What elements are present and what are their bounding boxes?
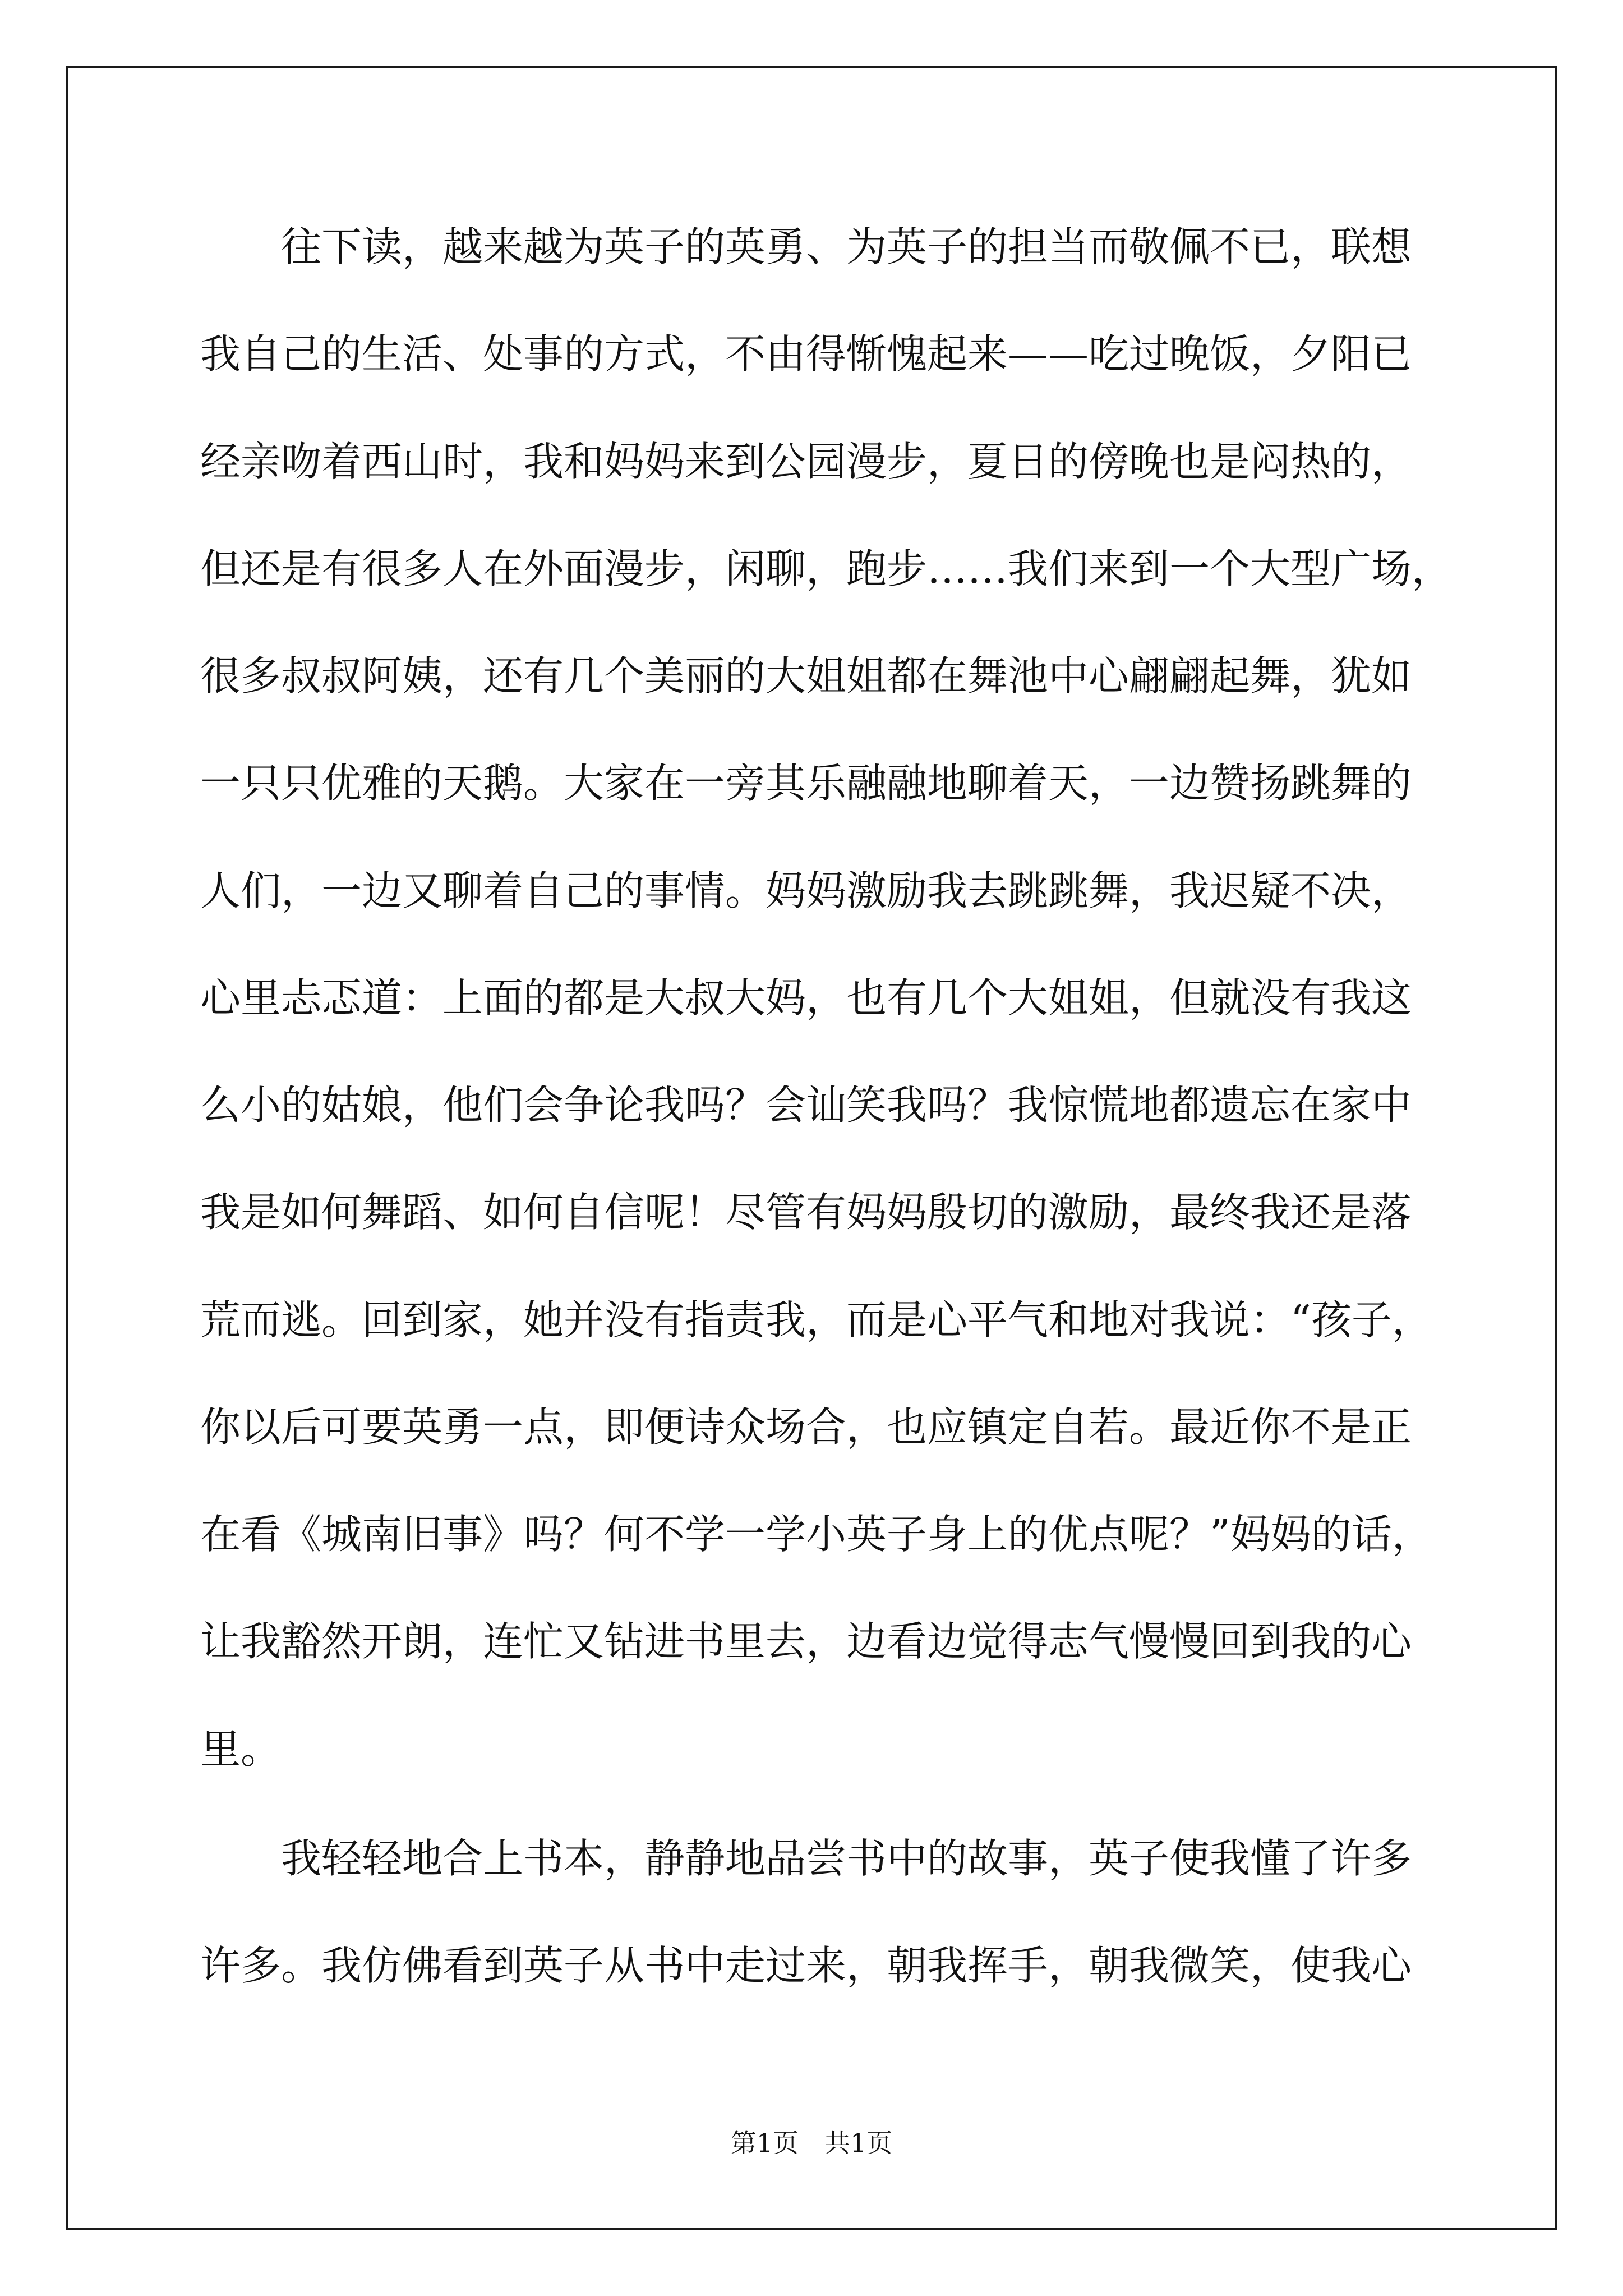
text-line: 我是如何舞蹈、如何自信呢！尽管有妈妈殷切的激励，最终我还是落 <box>200 1189 1412 1236</box>
page-number-footer: 第1页 共1页 <box>730 2128 893 2158</box>
text-line: 人们，一边又聊着自己的事情。妈妈激励我去跳跳舞，我迟疑不决， <box>200 867 1412 914</box>
text-line: 但还是有很多人在外面漫步，闲聊，跑步……我们来到一个大型广场， <box>200 545 1453 592</box>
text-line: 一只只优雅的天鹅。大家在一旁其乐融融地聊着天，一边赞扬跳舞的 <box>200 760 1412 807</box>
text-line: 往下读，越来越为英子的英勇、为英子的担当而敬佩不已，联想 <box>200 223 1412 270</box>
text-line: 荒而逃。回到家，她并没有指责我，而是心平气和地对我说：“孩子， <box>200 1296 1432 1343</box>
text-line: 许多。我仿佛看到英子从书中走过来，朝我挥手，朝我微笑，使我心 <box>200 1942 1412 1989</box>
text-line: 我轻轻地合上书本，静静地品尝书中的故事，英子使我懂了许多 <box>200 1835 1412 1882</box>
text-line: 心里忐忑道：上面的都是大叔大妈，也有几个大姐姐，但就没有我这 <box>200 974 1412 1022</box>
text-line: 么小的姑娘，他们会争论我吗？会讪笑我吗？我惊慌地都遗忘在家中 <box>200 1082 1412 1129</box>
text-line: 我自己的生活、处事的方式，不由得惭愧起来——吃过晚饭，夕阳已 <box>200 330 1412 378</box>
text-line: 让我豁然开朗，连忙又钻进书里去，边看边觉得志气慢慢回到我的心 <box>200 1618 1412 1665</box>
text-line: 很多叔叔阿姨，还有几个美丽的大姐姐都在舞池中心翩翩起舞，犹如 <box>200 652 1412 700</box>
text-line: 在看《城南旧事》吗？何不学一学小英子身上的优点呢？”妈妈的话， <box>200 1511 1432 1558</box>
text-line: 你以后可要英勇一点，即便诗众场合，也应镇定自若。最近你不是正 <box>200 1404 1412 1451</box>
page-border <box>66 66 1557 2230</box>
text-line: 经亲吻着西山时，我和妈妈来到公园漫步，夏日的傍晚也是闷热的， <box>200 438 1412 485</box>
text-line: 里。 <box>200 1726 282 1773</box>
